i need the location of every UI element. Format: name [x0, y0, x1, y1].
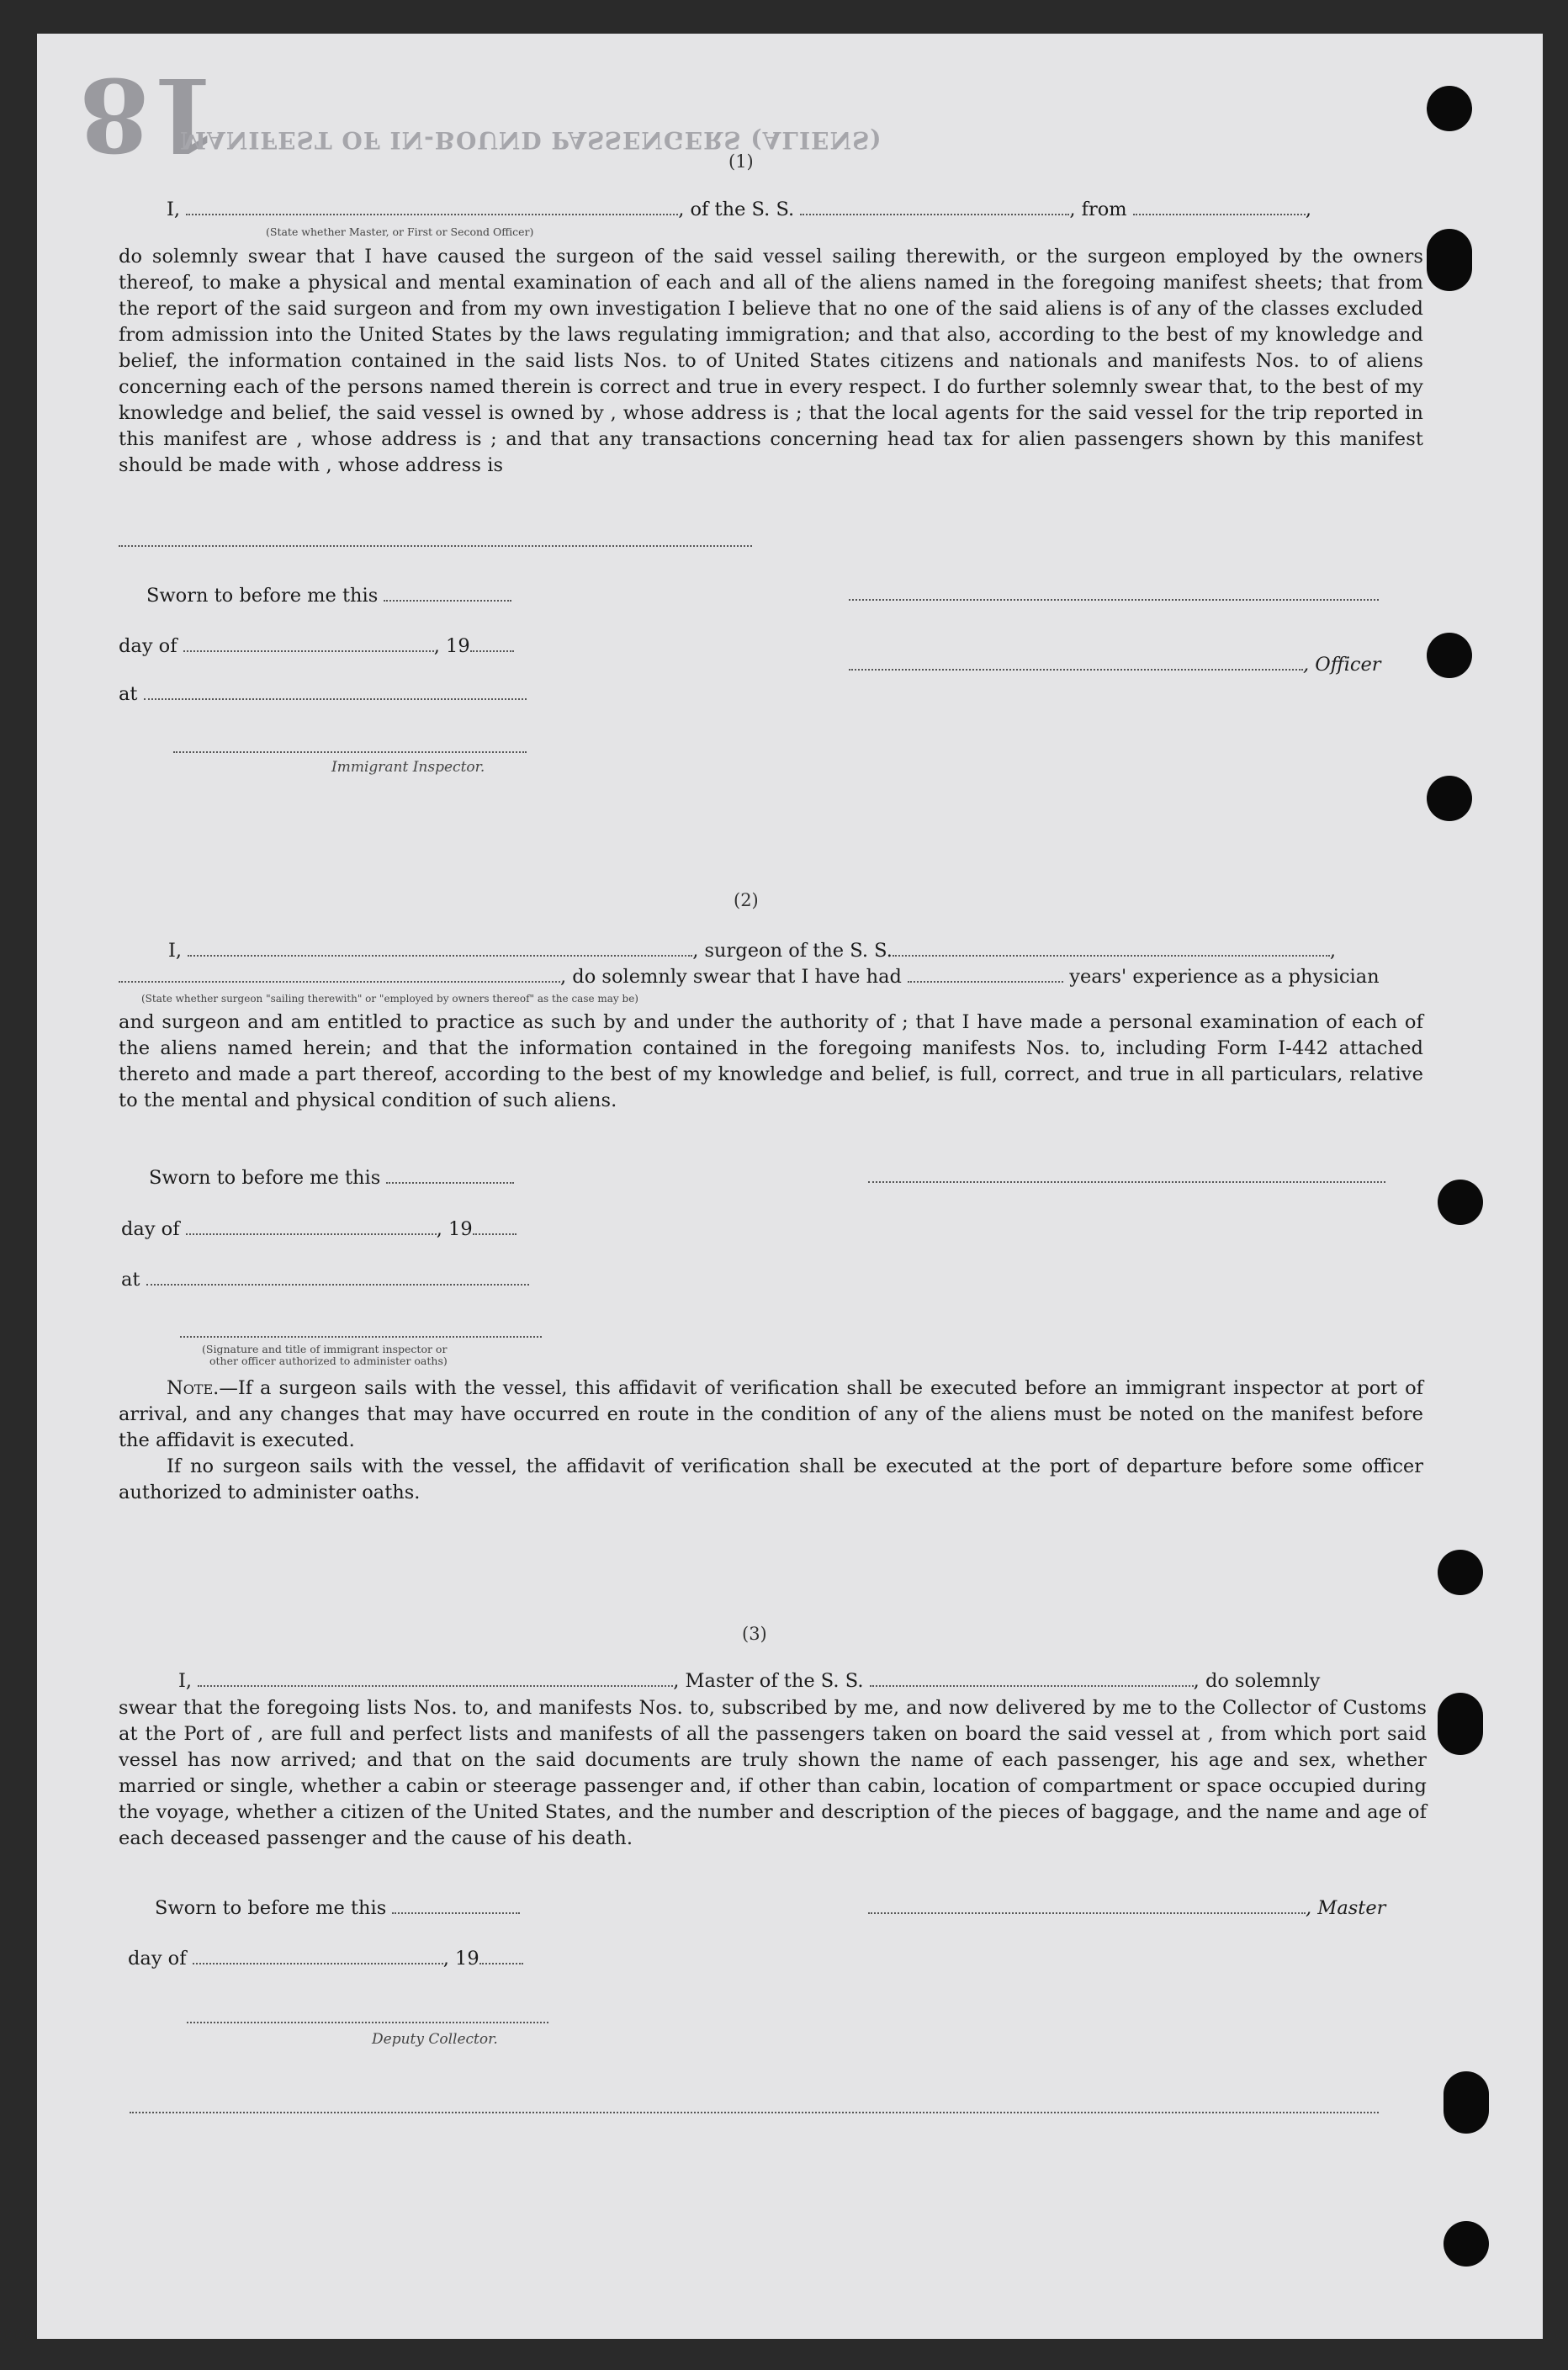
punch-hole-icon: [1427, 86, 1472, 131]
collector-signature-line[interactable]: [187, 2022, 548, 2023]
inspector-signature-line[interactable]: [173, 751, 527, 753]
section-2-opening-line: I, , surgeon of the S. S. ,: [168, 940, 1337, 962]
punch-hole-icon: [1438, 1693, 1483, 1755]
at-line-2: at: [121, 1269, 529, 1291]
at-line-1: at: [119, 683, 527, 705]
punch-hole-icon: [1438, 1180, 1483, 1225]
sworn-line-1: Sworn to before me this: [146, 585, 511, 607]
document-page: [37, 34, 1543, 2339]
punch-hole-icon: [1427, 633, 1472, 678]
section-1-heading: (1): [728, 151, 754, 172]
bleed-through-title: MANIFEST OF IN-BOUND PASSENGERS (ALIENS): [180, 126, 882, 154]
collector-label: Deputy Collector.: [372, 2031, 498, 2048]
punch-hole-icon: [1444, 2071, 1489, 2134]
section-3-body: swear that the foregoing lists Nos. to, and manifests Nos. to, subscribed by me, and now delivered by me to the Collector of Customs at the Port of , are full and perfect lists and manifests of all the passengers taken on board the said vessel at , from which port said vessel has now arrived; and that on the said documents are truly shown the name of each passenger, his age and sex, whether married or single, whether a cabin or steerage passenger and, if other than cabin, location of compartment or space occupied during the voyage, whether a citizen of the United States, and the number and description of the pieces of baggage, and the name and age of each deceased passenger and the cause of his death.: [119, 1697, 1427, 1849]
note-paragraph: Note.—If a surgeon sails with the vessel, this affidavit of verification shall be executed before an immigrant inspector at port of arrival, and any changes that may have occurred en route in the condition of any of the aliens must be noted on the manifest before the affidavit is executed.: [119, 1377, 1423, 1451]
sworn-line-2: Sworn to before me this: [149, 1167, 514, 1189]
note-paragraph-2: If no surgeon sails with the vessel, the affidavit of verification shall be executed at the port of departure before some officer authorized to administer oaths.: [119, 1455, 1423, 1503]
punch-hole-icon: [1438, 1550, 1483, 1595]
inspector-label: Immigrant Inspector.: [331, 759, 485, 776]
punch-hole-icon: [1444, 2221, 1489, 2267]
bottom-rule: [130, 2112, 1379, 2113]
punch-hole-icon: [1427, 776, 1472, 821]
punch-hole-icon: [1427, 229, 1472, 291]
section-3-heading: (3): [742, 1624, 767, 1644]
witness-caption-1: (Signature and title of immigrant inspector or: [202, 1343, 448, 1355]
sworn-line-3: Sworn to before me this: [155, 1897, 520, 1919]
officer-label-row: , Officer: [849, 654, 1381, 676]
section-1-body: do solemnly swear that I have caused the surgeon of the said vessel sailing therewith, or the surgeon employed by the owners thereof, to make a physical and mental examination of each and all of the aliens named in the foregoing manifest sheets; that from the report of the said surgeon and from my own investigation I believe that no one of the said aliens is of any of the classes excluded from admission into the United States by the laws regulating immigration; and that also, according to the best of my knowledge and belief, the information contained in the said lists Nos. to of United States citizens and nationals and manifests Nos. to of aliens concerning each of the persons named therein is correct and true in every respect. I do further solemnly swear that, to the best of my knowledge and belief, the said vessel is owned by , whose address is ; that the local agents for the said vessel for the trip reported in this manifest are , whose address is ; and that any transactions concerning head tax for alien passengers shown by this manifest should be made with , whose address is: [119, 246, 1423, 476]
officer-signature-line[interactable]: [849, 599, 1379, 601]
officer-caption: (State whether Master, or First or Second Officer): [266, 225, 534, 238]
witness-caption-2: other officer authorized to administer oaths): [209, 1355, 448, 1367]
address-line[interactable]: [119, 545, 752, 547]
section-2-heading: (2): [734, 890, 759, 910]
section-3-opening-line: I, , Master of the S. S. , do solemnly: [178, 1670, 1321, 1692]
day-line-2: day of , 19: [121, 1218, 516, 1240]
day-line-3: day of , 19: [128, 1948, 523, 1970]
page-number: 18: [79, 55, 220, 173]
surgeon-caption: (State whether surgeon "sailing therewith" or "employed by owners thereof" as the case may be): [141, 993, 638, 1005]
section-2-second-line: , do solemnly swear that I have had years' experience as a physician: [119, 966, 1427, 988]
surgeon-signature-line[interactable]: [868, 1181, 1385, 1183]
witness-signature-line[interactable]: [180, 1336, 542, 1338]
section-1-opening-line: I, , of the S. S. , from ,: [167, 199, 1311, 220]
section-2-body: and surgeon and am entitled to practice as such by and under the authority of ; that I have made a personal examination of each of the aliens named herein; and that the information contained in the foregoing manifests Nos. to, including Form I-442 attached thereto and made a part thereof, according to the best of my knowledge and belief, is full, correct, and true in all particulars, relative to the mental and physical condition of such aliens.: [119, 1011, 1423, 1111]
day-line-1: day of , 19: [119, 635, 514, 657]
master-signature-row: , Master: [868, 1897, 1385, 1919]
